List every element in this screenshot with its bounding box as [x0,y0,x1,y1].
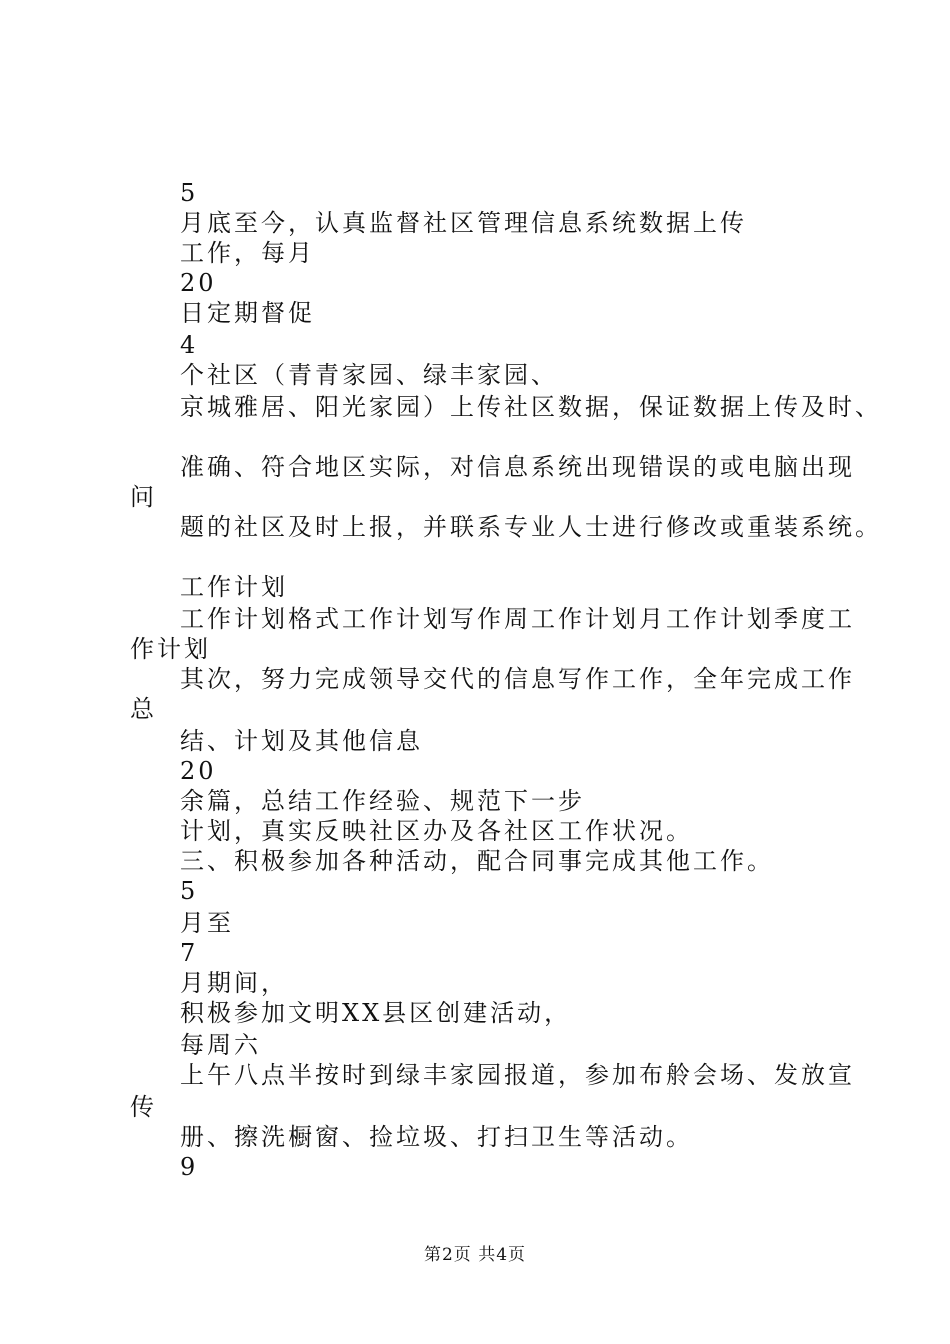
text-line: 结、计划及其他信息 [180,727,423,755]
text-line: 月期间， [180,969,288,997]
text-line: 准确、符合地区实际，对信息系统出现错误的或电脑出现 [180,453,855,481]
text-line: 个社区（青青家园、绿丰家园、 [180,361,558,389]
text-line: 5 [180,877,199,905]
page-footer: 第2页 共4页 [423,1245,527,1265]
text-line: 计划，真实反映社区办及各社区工作状况。 [180,817,693,845]
text-line: 题的社区及时上报，并联系专业人士进行修改或重装系统。 [180,513,882,541]
text-line: 问 [130,483,157,511]
text-line: 日定期督促 [180,299,315,327]
text-line: 传 [130,1093,157,1121]
text-line: 总 [130,695,157,723]
text-line: 上午八点半按时到绿丰家园报道，参加布舲会场、发放宣 [180,1061,855,1089]
text-line: 4 [180,331,199,359]
text-line: 册、擦洗橱窗、捡垃圾、打扫卫生等活动。 [180,1123,693,1151]
text-line: 20 [180,757,217,785]
text-line: 月底至今，认真监督社区管理信息系统数据上传 [180,209,747,237]
text-line: 20 [180,269,217,297]
text-line: 7 [180,939,199,967]
text-line: 余篇，总结工作经验、规范下一步 [180,787,585,815]
text-line: 9 [180,1153,199,1181]
text-line: 工作计划格式工作计划写作周工作计划月工作计划季度工 [180,605,855,633]
text-line: 5 [180,179,199,207]
text-line: 每周六 [180,1031,261,1059]
text-line: 积极参加文明XX县区创建活动， [180,999,572,1027]
text-line: 三、积极参加各种活动，配合同事完成其他工作。 [180,847,774,875]
text-line: 工作，每月 [180,239,315,267]
text-line: 作计划 [130,635,211,663]
text-line: 京城雅居、阳光家园）上传社区数据，保证数据上传及时、 [180,393,882,421]
text-line: 月至 [180,909,234,937]
section-heading: 工作计划 [180,573,288,601]
text-line: 其次，努力完成领导交代的信息写作工作，全年完成工作 [180,665,855,693]
